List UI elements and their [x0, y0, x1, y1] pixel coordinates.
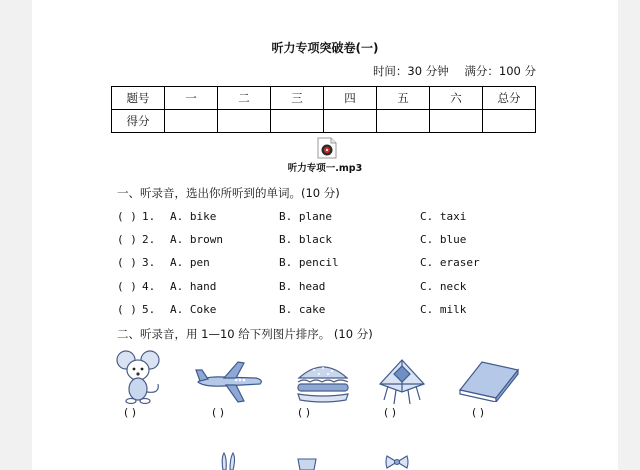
question-number: 3. — [142, 256, 156, 269]
option-a: A. Coke — [170, 303, 217, 316]
row-label-cell: 得分 — [112, 110, 165, 133]
option-b: B. head — [279, 280, 326, 293]
full-score: 满分：100 分 — [464, 64, 536, 78]
airplane-icon — [194, 360, 266, 404]
option-a: A. bike — [170, 210, 217, 223]
score-cell — [430, 110, 483, 133]
audio-file-icon[interactable] — [317, 137, 337, 159]
option-a: A. brown — [170, 233, 223, 246]
section2-heading: 二、听录音，用 1—10 给下列图片排序。 (10 分) — [117, 327, 373, 341]
option-b: B. pencil — [279, 256, 339, 269]
option-a: A. hand — [170, 280, 217, 293]
answer-paren[interactable]: ( ) — [117, 303, 137, 316]
question-number: 1. — [142, 210, 156, 223]
header-cell: 一 — [165, 87, 218, 110]
question-number: 4. — [142, 280, 156, 293]
section1-heading: 一、听录音，选出你所听到的单词。(10 分) — [117, 186, 340, 200]
kite-icon — [376, 358, 428, 406]
option-b: B. plane — [279, 210, 332, 223]
option-b: B. cake — [279, 303, 326, 316]
header-cell: 二 — [218, 87, 271, 110]
header-cell: 总分 — [483, 87, 536, 110]
score-table-header-row — [112, 87, 536, 110]
exam-meta — [361, 63, 536, 79]
answer-paren[interactable]: ( ) — [117, 233, 137, 246]
rabbit-icon — [218, 452, 238, 470]
score-cell — [165, 110, 218, 133]
picture-answer-blank[interactable]: ( ) — [212, 406, 225, 419]
page-title: 听力专项突破卷(一) — [271, 41, 379, 55]
option-c: C. neck — [420, 280, 467, 293]
header-cell: 三 — [271, 87, 324, 110]
header-cell: 四 — [324, 87, 377, 110]
score-cell — [324, 110, 377, 133]
audio-filename[interactable]: 听力专项一.mp3 — [287, 163, 363, 174]
picture-answer-blank[interactable]: ( ) — [472, 406, 485, 419]
score-cell — [218, 110, 271, 133]
document-page — [32, 0, 618, 470]
option-c: C. blue — [420, 233, 467, 246]
question-number: 5. — [142, 303, 156, 316]
option-c: C. eraser — [420, 256, 480, 269]
option-c: C. taxi — [420, 210, 467, 223]
answer-paren[interactable]: ( ) — [117, 210, 137, 223]
bow-icon — [384, 454, 410, 470]
header-cell: 五 — [377, 87, 430, 110]
picture-answer-blank[interactable]: ( ) — [298, 406, 311, 419]
header-cell: 六 — [430, 87, 483, 110]
time-limit: 时间：30 分钟 — [372, 64, 449, 78]
answer-paren[interactable]: ( ) — [117, 280, 137, 293]
picture-answer-blank[interactable]: ( ) — [384, 406, 397, 419]
option-b: B. black — [279, 233, 332, 246]
book-icon — [456, 360, 522, 402]
mouse-icon — [112, 348, 168, 404]
score-cell — [483, 110, 536, 133]
answer-paren[interactable]: ( ) — [117, 256, 137, 269]
score-cell — [377, 110, 430, 133]
score-cell — [271, 110, 324, 133]
option-a: A. pen — [170, 256, 210, 269]
option-c: C. milk — [420, 303, 467, 316]
score-table-score-row — [112, 110, 536, 133]
header-cell: 题号 — [112, 87, 165, 110]
hamburger-icon — [294, 360, 352, 404]
question-number: 2. — [142, 233, 156, 246]
score-table — [111, 86, 536, 133]
picture-answer-blank[interactable]: ( ) — [124, 406, 137, 419]
cup-icon — [296, 458, 318, 470]
